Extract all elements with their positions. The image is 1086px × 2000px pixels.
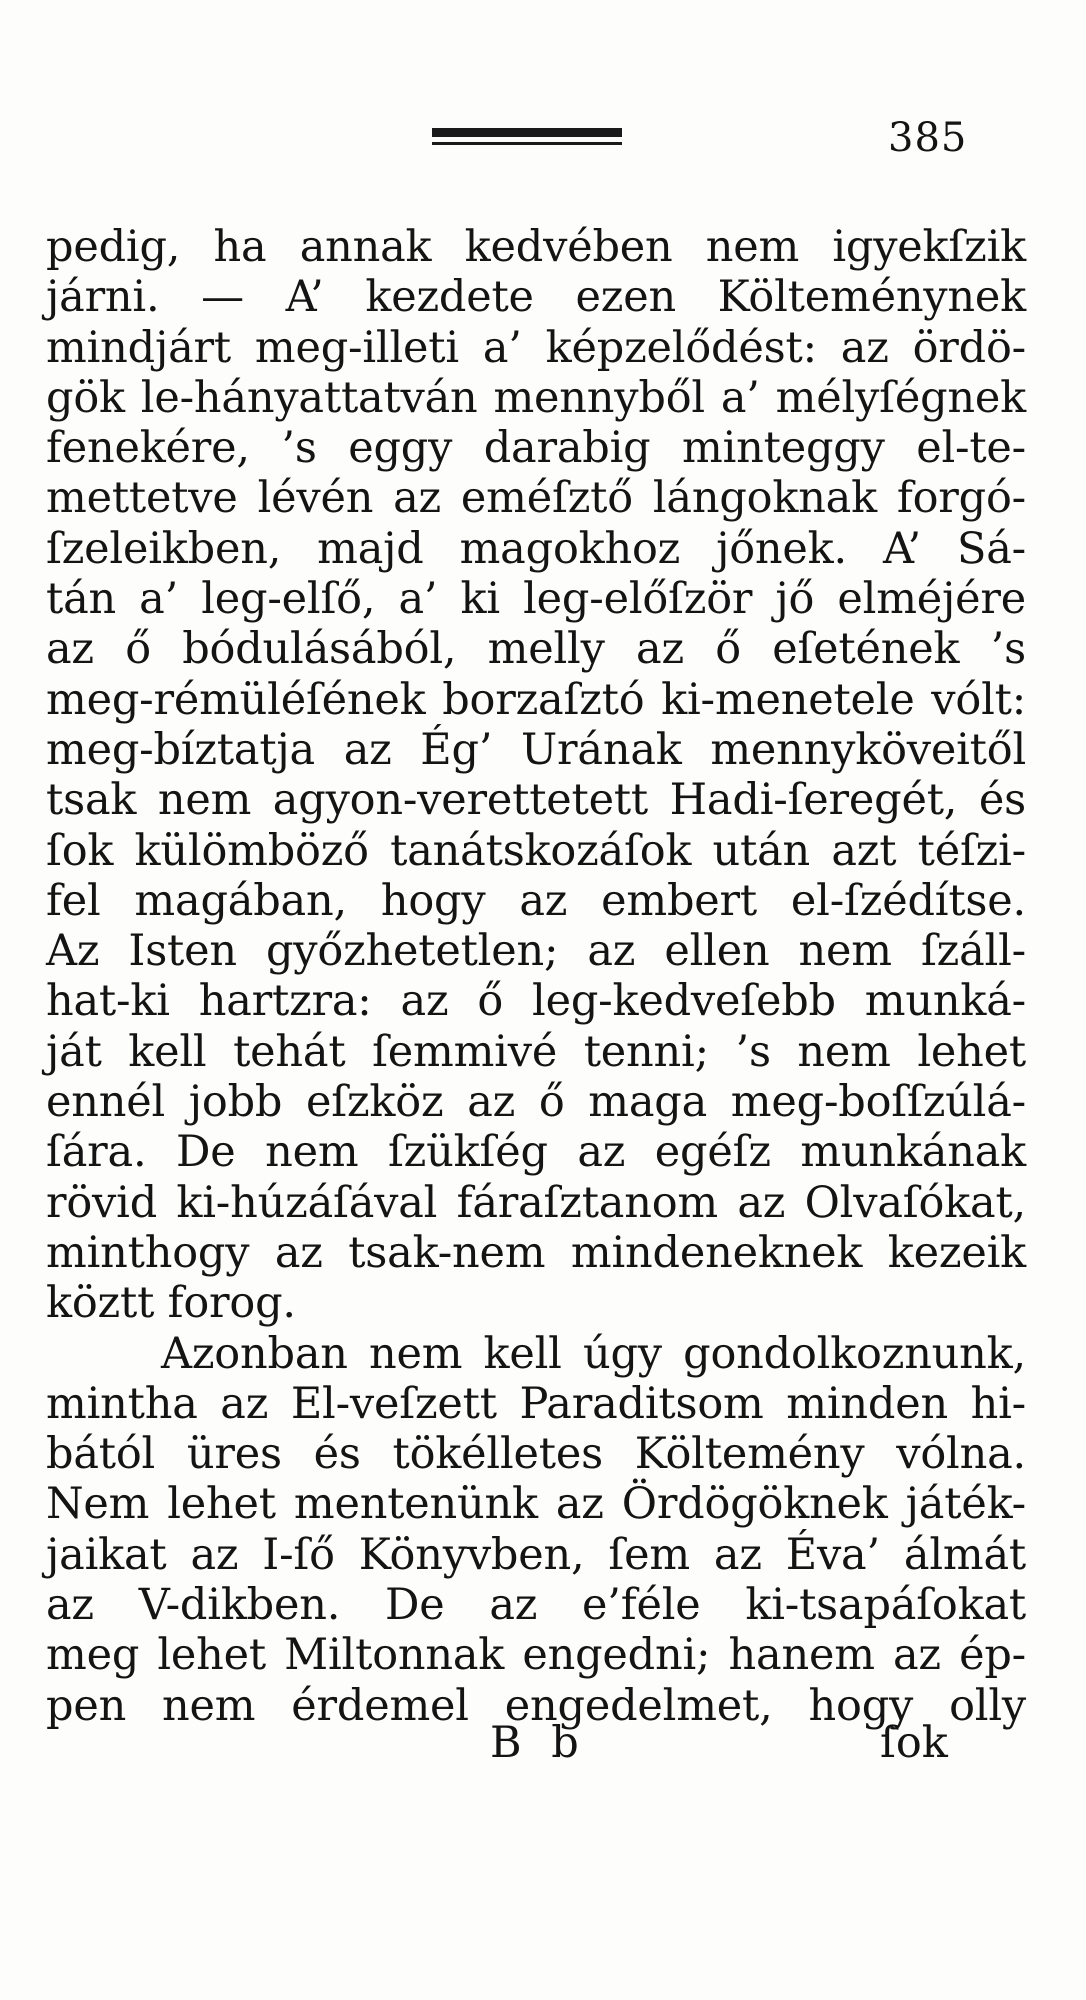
text-line: tán a’ leg-elſő, a’ ki leg-előſzör jő elméjére (46, 574, 1026, 625)
text-line: mintha az El-veſzett Paraditsom minden hi- (46, 1378, 1026, 1429)
text-line: minthogy az tsak-nem mindeneknek kezeik (46, 1227, 1026, 1278)
header-rule-thick (432, 128, 622, 137)
signature-mark: B b (490, 1718, 587, 1768)
text-line: meg-rémüléſének borzaſztó ki-menetele vólt: (46, 674, 1026, 725)
body-text (46, 222, 1026, 1731)
text-line: tsak nem agyon-verettetett Hadi-ſeregét, és (46, 775, 1026, 826)
text-line: rövid ki-húzáſával fáraſztanom az Olvaſókat, (46, 1177, 1026, 1228)
header-rule-thin (432, 142, 622, 145)
text-line: az V-dikben. De az e’féle ki-tsapáſokat (46, 1580, 1026, 1631)
text-line: fenekére, ’s eggy darabig minteggy el-te- (46, 423, 1026, 474)
text-line: hat-ki hartzra: az ő leg-kedveſebb munká- (46, 976, 1026, 1027)
text-line: az ő bódulásából, melly az ő eſetének ’s (46, 624, 1026, 675)
text-line: köztt forog. (46, 1278, 296, 1329)
text-line: ſok külömböző tanátskozáſok után azt téſzi- (46, 825, 1026, 876)
text-line: pen nem érdemel engedelmet, hogy olly (46, 1680, 1026, 1731)
text-line: ſára. De nem ſzükſég az egéſz munkának (46, 1127, 1026, 1178)
text-line-paragraph-start: Azonban nem kell úgy gondolkoznunk, (161, 1328, 1026, 1379)
text-line: meg lehet Miltonnak engedni; hanem az ép- (46, 1630, 1026, 1681)
text-line: bától üres és tökélletes Költemény vólna. (46, 1429, 1026, 1480)
text-line: mindjárt meg-illeti a’ képzelődést: az ördö- (46, 322, 1026, 373)
text-line: pedig, ha annak kedvében nem igyekſzik (46, 222, 1026, 272)
text-line: jaikat az I-ſő Könyvben, ſem az Éva’ álmát (46, 1529, 1026, 1580)
text-line: ját kell tehát ſemmivé tenni; ’s nem lehet (46, 1026, 1026, 1077)
text-line: járni. — A’ kezdete ezen Költeménynek (46, 272, 1026, 323)
text-line: ennél jobb eſzköz az ő maga meg-boſſzúlá- (46, 1077, 1026, 1128)
text-line: meg-bíztatja az Ég’ Urának mennyköveitől (46, 724, 1026, 775)
text-line: Az Isten győzhetetlen; az ellen nem ſzáll- (46, 926, 1026, 977)
catchword: ſok (880, 1718, 948, 1768)
text-line: mettetve lévén az eméſztő lángoknak forgó- (46, 473, 1026, 524)
text-line: fel magában, hogy az embert el-ſzédítse. (46, 875, 1026, 926)
header-rule (432, 128, 622, 146)
text-line: ſzeleikben, majd magokhoz jőnek. A’ Sá- (46, 523, 1026, 574)
text-line: Nem lehet mentenünk az Ördögöknek játék- (46, 1479, 1026, 1530)
page-number: 385 (888, 115, 968, 161)
text-line: gök le-hányattatván mennyből a’ mélyſégnek (46, 372, 1026, 423)
